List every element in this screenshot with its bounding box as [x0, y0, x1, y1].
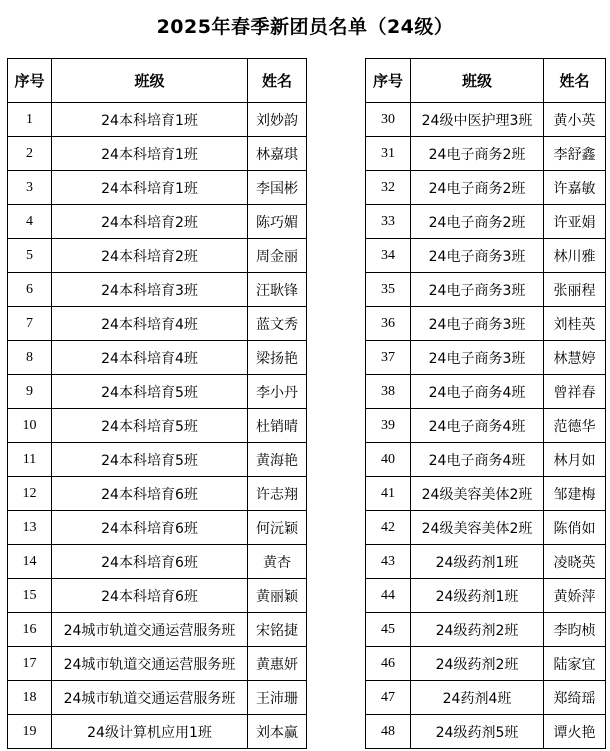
cell-name: 许嘉敏	[544, 171, 606, 205]
header-name: 姓名	[544, 59, 606, 103]
document-title: 2025年春季新团员名单（24级）	[156, 16, 454, 38]
table-row	[8, 477, 307, 511]
cell-class: 24本科培育6班	[52, 579, 248, 613]
header-class: 班级	[411, 59, 544, 103]
table-row	[8, 511, 307, 545]
cell-class: 24级美容美体2班	[411, 477, 544, 511]
table-row	[366, 273, 606, 307]
cell-name: 刘妙韵	[248, 103, 307, 137]
cell-class: 24电子商务3班	[411, 341, 544, 375]
cell-seq: 41	[366, 477, 411, 511]
cell-name: 黄海艳	[248, 443, 307, 477]
table-row	[8, 613, 307, 647]
cell-seq: 48	[366, 715, 411, 749]
cell-name: 李小丹	[248, 375, 307, 409]
table-row	[366, 579, 606, 613]
cell-seq: 36	[366, 307, 411, 341]
table-row	[366, 613, 606, 647]
table-row	[366, 647, 606, 681]
table-row	[8, 171, 307, 205]
table-row	[366, 443, 606, 477]
cell-class: 24本科培育3班	[52, 273, 248, 307]
cell-name: 郑绮瑶	[544, 681, 606, 715]
cell-class: 24本科培育5班	[52, 375, 248, 409]
cell-seq: 34	[366, 239, 411, 273]
table-header-row	[8, 59, 307, 103]
cell-class: 24本科培育1班	[52, 103, 248, 137]
cell-class: 24本科培育6班	[52, 545, 248, 579]
cell-seq: 1	[8, 103, 52, 137]
table-row	[366, 205, 606, 239]
cell-seq: 40	[366, 443, 411, 477]
cell-class: 24电子商务2班	[411, 137, 544, 171]
cell-class: 24电子商务3班	[411, 307, 544, 341]
cell-class: 24本科培育5班	[52, 443, 248, 477]
cell-class: 24本科培育1班	[52, 137, 248, 171]
cell-seq: 2	[8, 137, 52, 171]
cell-class: 24级药剂2班	[411, 647, 544, 681]
cell-seq: 6	[8, 273, 52, 307]
cell-seq: 47	[366, 681, 411, 715]
cell-class: 24药剂4班	[411, 681, 544, 715]
table-row	[8, 443, 307, 477]
cell-seq: 11	[8, 443, 52, 477]
cell-seq: 7	[8, 307, 52, 341]
cell-name: 凌晓英	[544, 545, 606, 579]
cell-seq: 46	[366, 647, 411, 681]
table-row	[366, 681, 606, 715]
cell-seq: 15	[8, 579, 52, 613]
roster-table-left	[7, 58, 307, 749]
cell-name: 李国彬	[248, 171, 307, 205]
cell-class: 24城市轨道交通运营服务班	[52, 681, 248, 715]
cell-class: 24电子商务3班	[411, 239, 544, 273]
table-row	[366, 239, 606, 273]
cell-class: 24电子商务4班	[411, 375, 544, 409]
cell-class: 24本科培育6班	[52, 477, 248, 511]
cell-class: 24级美容美体2班	[411, 511, 544, 545]
cell-name: 周金丽	[248, 239, 307, 273]
table-row	[8, 137, 307, 171]
cell-seq: 44	[366, 579, 411, 613]
cell-name: 陈巧媚	[248, 205, 307, 239]
cell-seq: 43	[366, 545, 411, 579]
header-seq: 序号	[366, 59, 411, 103]
cell-seq: 9	[8, 375, 52, 409]
table-header-row	[366, 59, 606, 103]
cell-name: 刘本赢	[248, 715, 307, 749]
cell-seq: 10	[8, 409, 52, 443]
cell-name: 林川雅	[544, 239, 606, 273]
cell-name: 谭火艳	[544, 715, 606, 749]
cell-class: 24本科培育2班	[52, 239, 248, 273]
header-class: 班级	[52, 59, 248, 103]
table-row	[366, 137, 606, 171]
cell-name: 黄杏	[248, 545, 307, 579]
table-row	[366, 409, 606, 443]
cell-class: 24级计算机应用1班	[52, 715, 248, 749]
cell-class: 24本科培育1班	[52, 171, 248, 205]
cell-name: 陈俏如	[544, 511, 606, 545]
cell-name: 梁扬艳	[248, 341, 307, 375]
cell-class: 24电子商务4班	[411, 409, 544, 443]
cell-name: 林慧婷	[544, 341, 606, 375]
cell-seq: 31	[366, 137, 411, 171]
cell-class: 24本科培育5班	[52, 409, 248, 443]
cell-seq: 33	[366, 205, 411, 239]
cell-class: 24电子商务3班	[411, 273, 544, 307]
cell-seq: 5	[8, 239, 52, 273]
table-row	[366, 307, 606, 341]
cell-seq: 18	[8, 681, 52, 715]
cell-name: 邹建梅	[544, 477, 606, 511]
table-row	[366, 477, 606, 511]
table-row	[366, 511, 606, 545]
cell-seq: 19	[8, 715, 52, 749]
header-name: 姓名	[248, 59, 307, 103]
table-row	[8, 103, 307, 137]
table-row	[366, 545, 606, 579]
table-row	[8, 681, 307, 715]
header-seq: 序号	[8, 59, 52, 103]
cell-name: 宋铭捷	[248, 613, 307, 647]
cell-seq: 8	[8, 341, 52, 375]
cell-seq: 37	[366, 341, 411, 375]
cell-name: 黄丽颖	[248, 579, 307, 613]
cell-class: 24本科培育4班	[52, 341, 248, 375]
table-row	[8, 647, 307, 681]
cell-name: 蓝文秀	[248, 307, 307, 341]
table-row	[366, 341, 606, 375]
cell-name: 张丽程	[544, 273, 606, 307]
cell-class: 24级药剂2班	[411, 613, 544, 647]
cell-name: 汪耿锋	[248, 273, 307, 307]
cell-seq: 17	[8, 647, 52, 681]
table-row	[8, 375, 307, 409]
cell-class: 24本科培育2班	[52, 205, 248, 239]
cell-seq: 35	[366, 273, 411, 307]
cell-name: 林嘉琪	[248, 137, 307, 171]
cell-seq: 38	[366, 375, 411, 409]
cell-name: 黄娇萍	[544, 579, 606, 613]
cell-seq: 42	[366, 511, 411, 545]
table-row	[366, 715, 606, 749]
cell-name: 范德华	[544, 409, 606, 443]
cell-name: 林月如	[544, 443, 606, 477]
cell-class: 24本科培育4班	[52, 307, 248, 341]
cell-seq: 13	[8, 511, 52, 545]
cell-name: 王沛珊	[248, 681, 307, 715]
cell-seq: 39	[366, 409, 411, 443]
cell-name: 曾祥春	[544, 375, 606, 409]
cell-name: 陆家宜	[544, 647, 606, 681]
cell-name: 杜销晴	[248, 409, 307, 443]
table-row	[366, 375, 606, 409]
cell-name: 李昀桢	[544, 613, 606, 647]
cell-class: 24电子商务2班	[411, 205, 544, 239]
cell-class: 24电子商务2班	[411, 171, 544, 205]
table-row	[366, 103, 606, 137]
cell-seq: 12	[8, 477, 52, 511]
cell-name: 何沅颖	[248, 511, 307, 545]
cell-seq: 45	[366, 613, 411, 647]
cell-class: 24级中医护理3班	[411, 103, 544, 137]
table-row	[8, 307, 307, 341]
table-row	[8, 341, 307, 375]
cell-class: 24城市轨道交通运营服务班	[52, 647, 248, 681]
table-row	[8, 273, 307, 307]
cell-class: 24电子商务4班	[411, 443, 544, 477]
cell-name: 黄小英	[544, 103, 606, 137]
cell-class: 24城市轨道交通运营服务班	[52, 613, 248, 647]
cell-seq: 30	[366, 103, 411, 137]
cell-seq: 16	[8, 613, 52, 647]
cell-name: 黄惠妍	[248, 647, 307, 681]
cell-seq: 32	[366, 171, 411, 205]
table-row	[8, 239, 307, 273]
table-row	[366, 171, 606, 205]
table-row	[8, 715, 307, 749]
table-row	[8, 579, 307, 613]
cell-name: 许志翔	[248, 477, 307, 511]
cell-class: 24级药剂5班	[411, 715, 544, 749]
cell-class: 24级药剂1班	[411, 545, 544, 579]
cell-name: 许亚娟	[544, 205, 606, 239]
cell-seq: 14	[8, 545, 52, 579]
cell-seq: 3	[8, 171, 52, 205]
cell-name: 李舒鑫	[544, 137, 606, 171]
table-row	[8, 409, 307, 443]
cell-seq: 4	[8, 205, 52, 239]
roster-table-right	[365, 58, 606, 749]
table-row	[8, 205, 307, 239]
cell-class: 24本科培育6班	[52, 511, 248, 545]
cell-name: 刘桂英	[544, 307, 606, 341]
table-row	[8, 545, 307, 579]
cell-class: 24级药剂1班	[411, 579, 544, 613]
